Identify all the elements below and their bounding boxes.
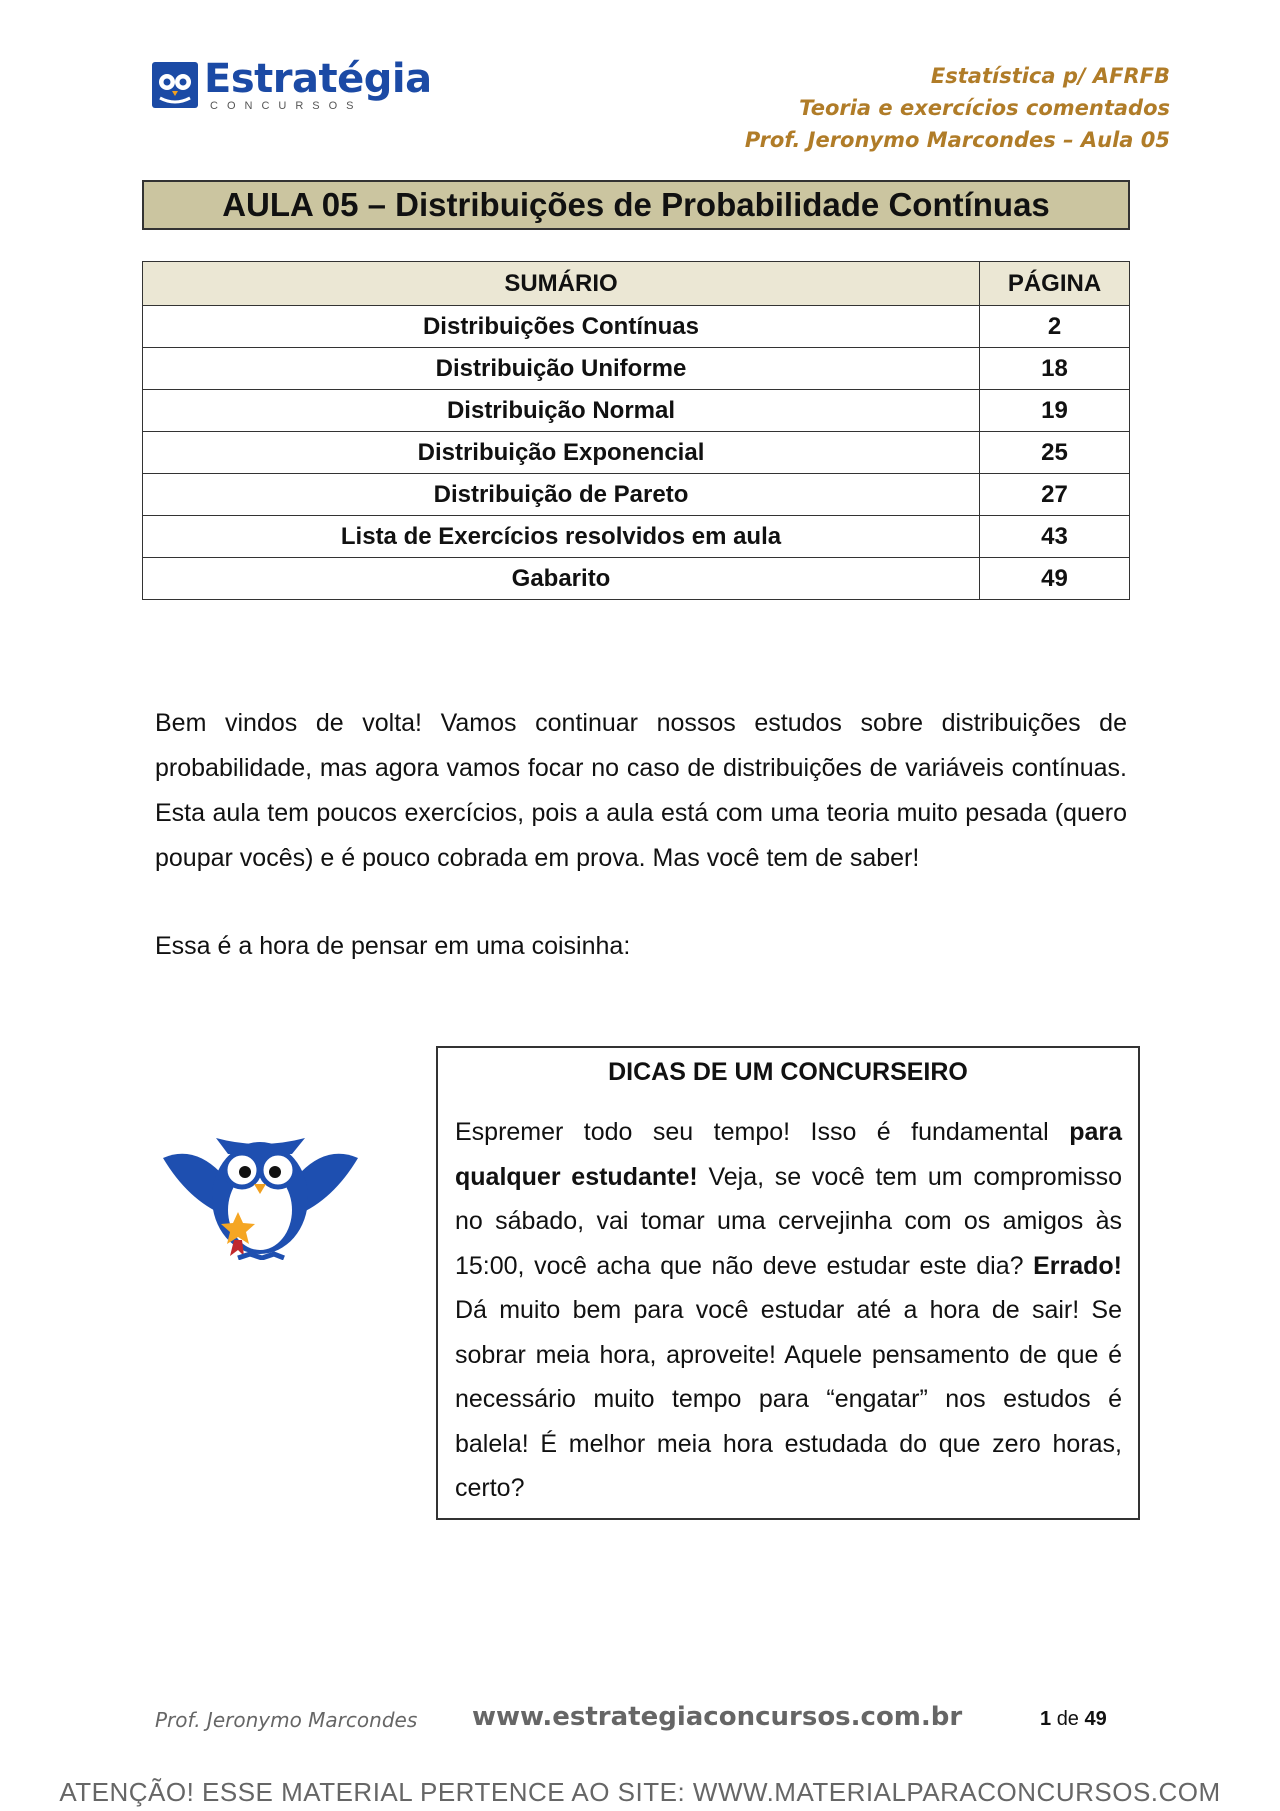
table-header-row xyxy=(143,262,1130,306)
page-of: de xyxy=(1056,1708,1079,1730)
tip-text: Espremer todo seu tempo! Isso é fundamental xyxy=(455,1118,1070,1146)
toc-page: 25 xyxy=(980,432,1130,474)
page-total: 49 xyxy=(1084,1708,1107,1730)
toc-label: Lista de Exercícios resolvidos em aula xyxy=(143,516,980,558)
document-header xyxy=(745,60,1170,156)
toc-page: 49 xyxy=(980,558,1130,600)
toc-page: 43 xyxy=(980,516,1130,558)
toc-label: Distribuição de Pareto xyxy=(143,474,980,516)
footer-url-link[interactable]: www.estrategiaconcursos.com.br xyxy=(472,1702,963,1732)
page-current: 1 xyxy=(1040,1708,1052,1730)
tip-emphasis: para qualquer estudante! xyxy=(455,1118,1122,1191)
brand-logo xyxy=(152,56,432,118)
toc-page: 18 xyxy=(980,348,1130,390)
toc-page: 27 xyxy=(980,474,1130,516)
table-row[interactable] xyxy=(143,432,1130,474)
owl-mascot-icon xyxy=(158,1120,363,1260)
toc-label: Distribuição Normal xyxy=(143,390,980,432)
intro-paragraph: Bem vindos de volta! Vamos continuar nossos estudos sobre distribuições de probabilidade, mas agora vamos focar no caso de distribuições de variáveis contínuas. Esta aula tem poucos exercícios, pois a aula está com uma teoria muito pesada (quero poupar vocês) e é pouco cobrada em prova. Mas você tem de saber! xyxy=(155,709,1127,872)
tip-box xyxy=(436,1046,1140,1520)
logo-subtitle: CONCURSOS xyxy=(210,100,363,112)
toc-label: Distribuição Uniforme xyxy=(143,348,980,390)
table-row[interactable] xyxy=(143,516,1130,558)
summary-column-header: SUMÁRIO xyxy=(143,262,980,306)
lead-paragraph: Essa é a hora de pensar em uma coisinha: xyxy=(155,932,631,960)
logo-wordmark: Estratégia xyxy=(204,56,432,102)
toc-page: 19 xyxy=(980,390,1130,432)
toc-page: 2 xyxy=(980,306,1130,348)
lesson-title: AULA 05 – Distribuições de Probabilidade Contínuas xyxy=(142,180,1130,230)
tip-title: DICAS DE UM CONCURSEIRO xyxy=(608,1058,968,1086)
table-row[interactable] xyxy=(143,558,1130,600)
page-column-header: PÁGINA xyxy=(980,262,1130,306)
tip-body xyxy=(455,1110,1122,1511)
tip-text: Veja, se você tem um compromisso no sábado, vai tomar uma cervejinha com os amigos às 15:00, você acha que não deve estudar este dia? xyxy=(455,1162,1122,1280)
table-row[interactable] xyxy=(143,306,1130,348)
table-row[interactable] xyxy=(143,348,1130,390)
page-number xyxy=(1040,1708,1107,1731)
summary-table xyxy=(142,261,1130,600)
header-professor: Prof. Jeronymo Marcondes – Aula 05 xyxy=(744,128,1170,152)
tip-emphasis: Errado! xyxy=(1033,1251,1122,1280)
header-course: Estatística p/ AFRFB xyxy=(930,64,1170,88)
toc-label: Distribuições Contínuas xyxy=(143,306,980,348)
toc-label: Distribuição Exponencial xyxy=(143,432,980,474)
copyright-warning: ATENÇÃO! ESSE MATERIAL PERTENCE AO SITE: WWW.MATERIALPARACONCURSOS.COM xyxy=(59,1777,1221,1807)
toc-label: Gabarito xyxy=(143,558,980,600)
header-subtitle: Teoria e exercícios comentados xyxy=(799,96,1170,120)
owl-logo-icon xyxy=(152,62,198,108)
tip-text: Dá muito bem para você estudar até a hora de sair! Se sobrar meia hora, aproveite! Aquele pensamento de que é necessário muito tempo para “engatar” nos estudos é balela! É melhor meia hora estudada do que zero horas, certo? xyxy=(455,1296,1122,1502)
table-row[interactable] xyxy=(143,390,1130,432)
footer-professor: Prof. Jeronymo Marcondes xyxy=(155,1708,418,1732)
table-row[interactable] xyxy=(143,474,1130,516)
